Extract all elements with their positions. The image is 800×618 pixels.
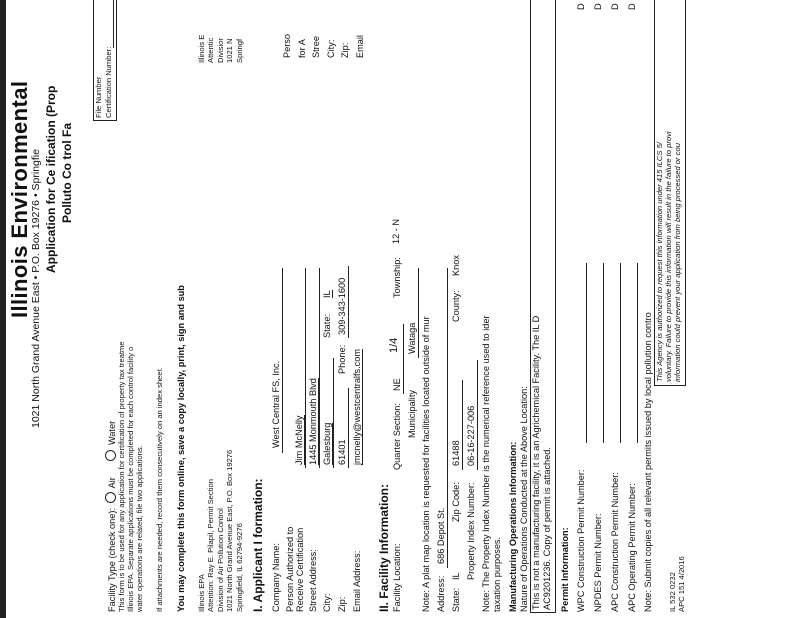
apc-operating-right-label: D [627, 3, 637, 10]
manufacturing-heading: Manufacturing Operations Information: [508, 441, 518, 612]
npdes-right-label: D [593, 3, 603, 10]
form-number: IL 532 0232 [668, 572, 677, 612]
facility-state-value[interactable]: IL [451, 572, 461, 580]
water-label: Water [107, 420, 117, 446]
township-value[interactable]: 12 - N [391, 218, 401, 244]
state-value[interactable]: IL [322, 290, 332, 298]
property-index-value[interactable]: 06-16-227-006 [466, 405, 476, 466]
intro-para-line1: This form is to be used for any application for certification of property tax treatme [117, 341, 126, 612]
air-radio[interactable] [105, 492, 116, 503]
section-facility-heading: II. Facility Information: [377, 483, 391, 612]
npdes-permit-label: NPDES Permit Number: [593, 513, 603, 612]
phone-label: Phone: [337, 344, 347, 374]
quarter-section-value[interactable]: NE [392, 378, 402, 391]
agency-name: Illinois Environmental [7, 80, 32, 318]
facility-address-label: Address: [436, 575, 446, 612]
property-index-label: Property Index Number: [466, 482, 476, 580]
intro-para-line2: Illinois EPA. Separate applications must be completed for each control facility o [126, 346, 135, 612]
water-radio[interactable] [105, 450, 116, 461]
nature-of-operations-line2: AC9201236. Copy of permit is attached. [542, 447, 552, 610]
certification-number-label: Certification Number: [104, 46, 113, 118]
township-label: Township: [392, 257, 402, 298]
apc-form-number: APC 151 4/2016 [677, 556, 686, 612]
facility-location-label: Facility Location: [392, 543, 402, 612]
municipality-value[interactable]: Wataga [407, 322, 417, 354]
person-authorized-label-2: Receive Certification [295, 527, 305, 612]
property-index-note-line2: taxation purposes. [492, 536, 502, 612]
section-applicant-heading: I. Applicant I formation: [251, 478, 265, 612]
epa-address-left: Illinois EPA Attention: Ray E. Pilapil, Permit Section Division of Air Pollution Control 1021 North Grand Avenue East, P.O. Box 19276 Springfield, IL 62794-9276 [197, 449, 244, 612]
property-index-note-line1: Note: The Property Index Number is the numerical reference used to ider [481, 315, 491, 612]
facility-state-label: State: [451, 587, 461, 612]
city-label: City: [322, 593, 332, 612]
form-title-line1: Application for Ce ification (Prop [44, 85, 58, 273]
applicant-right-column: Perso for A Stree City: Zip: Email [282, 33, 365, 58]
company-name-value[interactable]: West Central FS, Inc. [271, 360, 281, 448]
scan-edge-mark [0, 0, 6, 618]
quarter-section-label: Quarter Section: [392, 403, 402, 470]
disclaimer-line1: This Agency is authorized to request this information under 415 ILCS 5/ [655, 142, 664, 382]
wpc-construction-permit-label: WPC Construction Permit Number: [576, 469, 586, 612]
nature-of-operations-line1: This is not a manufacturing facility, it is an Agrichemical Facility. The IL D [531, 315, 541, 610]
submit-permits-note: Note: Submit copies of all relevant permits issued by local pollution contro [643, 312, 653, 612]
apc-construction-permit-label: APC Construction Permit Number: [610, 472, 620, 612]
plat-map-note: Note: A plat map location is requested for facilities located outside of mur [421, 316, 431, 612]
state-label: State: [322, 313, 332, 338]
apc-construction-right-label: D [610, 3, 620, 10]
person-authorized-label-1: Person Authorized to [285, 526, 295, 612]
person-authorized-value[interactable]: Jim McNelly [294, 415, 304, 465]
attachments-note: If attachments are needed, record them consecutively on an index sheet. [155, 367, 164, 612]
disclaimer-line3: information could prevent your application from being processed or cou [673, 143, 682, 382]
city-value[interactable]: Galesburg [322, 422, 332, 465]
facility-zip-value[interactable]: 61488 [451, 440, 461, 466]
municipality-label: Municipality [407, 390, 417, 438]
email-label: Email Address: [352, 550, 362, 612]
street-address-label: Street Address: [308, 549, 318, 612]
instructions-line: You may complete this form online, save a copy locally, print, sign and sub [176, 285, 186, 612]
quarter-fraction-value: 1/4 [388, 337, 400, 353]
intro-para-line3: water operations are related, file two applications. [135, 445, 144, 612]
form-title-line2: Polluto Co trol Fa [60, 123, 74, 223]
permit-info-heading: Permit Information: [560, 527, 570, 612]
zip-label: Zip: [337, 596, 347, 612]
epa-address-right: Illinois E Attentic Divisior 1021 N Springf [197, 34, 244, 63]
street-address-value[interactable]: 1445 Monmouth Blvd [308, 378, 318, 465]
facility-zip-label: Zip Code: [451, 482, 461, 522]
facility-address-value[interactable]: 686 Depot St. [436, 507, 446, 564]
file-number-label: File Number [94, 76, 103, 118]
facility-type-label: Facility Type (check one): [107, 508, 117, 612]
disclaimer-line2: voluntary. Failure to provide this information will result in the failure to provi [664, 131, 673, 382]
zip-value[interactable]: 61401 [337, 439, 347, 465]
air-label: Air [107, 477, 117, 489]
agency-address: 1021 North Grand Avenue East • P.O. Box 19276 • Springfie [30, 149, 42, 428]
phone-value[interactable]: 309-343-1600 [337, 277, 347, 335]
facility-type-row [105, 421, 117, 612]
email-value[interactable]: jmcnelly@westcentralfs.com [352, 348, 362, 465]
apc-operating-permit-label: APC Operating Permit Number: [627, 483, 637, 612]
nature-of-operations-label: Nature of Operations Conducted at the Above Location: [519, 386, 529, 612]
county-value[interactable]: Knox [451, 255, 461, 276]
company-name-label: Company Name: [271, 543, 281, 612]
county-label: County: [451, 290, 461, 322]
wpc-right-label: D [576, 3, 586, 10]
